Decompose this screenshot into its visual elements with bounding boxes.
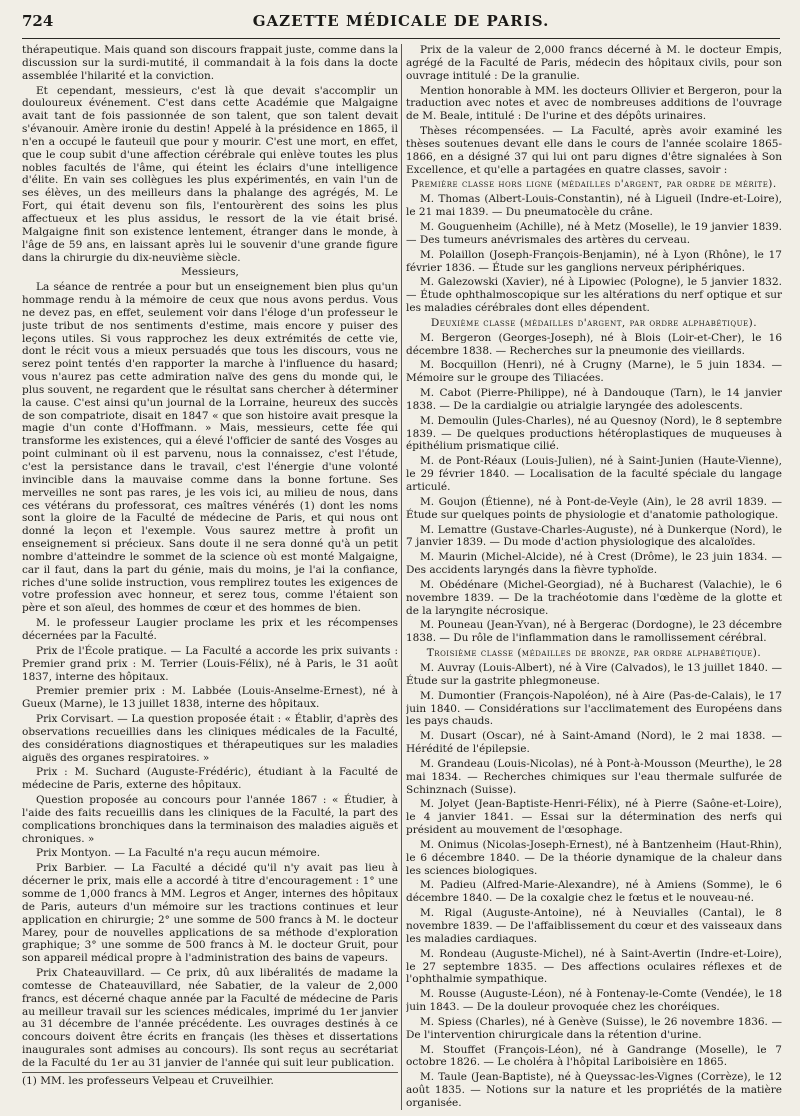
thesis-entry: M. Taule (Jean-Baptiste), né à Queyssac-les-Vignes (Corrèze), le 12 août 1835. — Notions sur la nature et les propriétés de la matière organisée. (406, 1071, 782, 1109)
thesis-entry: M. Dumontier (François-Napoléon), né à Aire (Pas-de-Calais), le 17 juin 1840. — Considérations sur l'acclimatement des Européens dans les pays chauds. (406, 689, 782, 728)
class-two-list (406, 332, 782, 645)
page-number: 724 (22, 12, 54, 30)
paragraph: M. le professeur Laugier proclame les prix et les récompenses décernées par la Faculté. (22, 617, 398, 642)
thesis-entry: M. Auvray (Louis-Albert), né à Vire (Calvados), le 13 juillet 1840. — Étude sur la gastrite phlegmoneuse. (406, 661, 782, 687)
class-heading: Deuxième classe (médailles d'argent, par ordre alphabétique). (430, 316, 758, 329)
thesis-entry: M. Rigal (Auguste-Antoine), né à Neuvialles (Cantal), le 8 novembre 1839. — De l'affaiblissement du cœur et des vaisseaux dans les maladies cardiaques. (406, 907, 782, 945)
left-column (22, 44, 398, 1110)
thesis-entry: M. Lemattre (Gustave-Charles-Auguste), né à Dunkerque (Nord), le 7 janvier 1839. — Du mode d'action physiologique des alcaloïdes. (406, 523, 782, 549)
thesis-entry: M. Padieu (Alfred-Marie-Alexandre), né à Amiens (Somme), le 6 décembre 1840. — De la coxalgie chez le fœtus et le nouveau-né. (406, 879, 782, 905)
thesis-entry: M. Maurin (Michel-Alcide), né à Crest (Drôme), le 23 juin 1834. — Des accidents laryngés dans la fièvre typhoïde. (406, 551, 782, 577)
paragraph: Thèses récompensées. — La Faculté, après avoir examiné les thèses soutenues devant elle dans le cours de l'année scolaire 1865-1866, en a désigné 37 qui lui ont paru dignes d'être signalées à Son Excellence, et qu'elle a partagées en quatre classes, savoir : (406, 125, 782, 176)
thesis-entry: M. Rondeau (Auguste-Michel), né à Saint-Avertin (Indre-et-Loire), le 27 septembre 1835. — Des affections oculaires réflexes et de l'ophthalmie sympathique. (406, 947, 782, 986)
thesis-entry: M. Thomas (Albert-Louis-Constantin), né à Ligueil (Indre-et-Loire), le 21 mai 1839. — Du pneumatocèle du crâne. (406, 193, 782, 219)
paragraph: Prix Chateauvillard. — Ce prix, dû aux libéralités de madame la comtesse de Chateauvillard, née Sabatier, de la valeur de 2,000 francs, est décerné chaque année par la Faculté de médecine de Paris au meilleur travail sur les sciences médicales, imprimé du 1er janvier au 31 décembre de l'année précédente. Les ouvrages destinés à ce concours doivent être écrits en français (les thèses et dissertations inaugurales sont admises au concours). Ils sont reçus au secrétariat de la Faculté du 1er au 31 janvier de l'année qui suit leur publication. (22, 967, 398, 1069)
columns (22, 44, 780, 1110)
right-column (406, 44, 782, 1110)
thesis-entry: M. Rousse (Auguste-Léon), né à Fontenay-le-Comte (Vendée), le 18 juin 1843. — De la douleur provoquée chez les choréiques. (406, 988, 782, 1014)
thesis-entry: M. Galezowski (Xavier), né à Lipowiec (Pologne), le 5 janvier 1832. — Étude ophthalmoscopique sur les altérations du nerf optique et sur les maladies cérébrales dont elles dépendent. (406, 276, 782, 315)
class-one-list (406, 193, 782, 315)
thesis-entry: M. Polaillon (Joseph-François-Benjamin), né à Lyon (Rhône), le 17 février 1836. — Étude sur les ganglions nerveux périphériques. (406, 248, 782, 274)
paragraph: Prix de la valeur de 2,000 francs décerné à M. le docteur Empis, agrégé de la Faculté de Paris, médecin des hôpitaux civils, pour son ouvrage intitulé : De la granulie. (406, 44, 782, 82)
address-heading: Messieurs, (181, 266, 239, 279)
thesis-entry: M. de Pont-Réaux (Louis-Julien), né à Saint-Junien (Haute-Vienne), le 29 février 1840. — Localisation de la faculté spéciale du langage articulé. (406, 455, 782, 493)
thesis-entry: M. Jolyet (Jean-Baptiste-Henri-Félix), né à Pierre (Saône-et-Loire), le 4 janvier 1841. — Essai sur la détermination des nerfs qui président au mouvement de l'œsophage. (406, 798, 782, 837)
paragraph: Prix Barbier. — La Faculté a décidé qu'il n'y avait pas lieu à décerner le prix, mais elle a accordé à titre d'encouragement : 1° une somme de 1,000 francs à MM. Legros et Anger, internes des hôpitaux de Paris, auteurs d'un mémoire sur les tractions continues et leur application en chirurgie; 2° une somme de 500 francs à M. le docteur Marey, pour de nouvelles applications de sa méthode d'exploration graphique; 3° une somme de 500 francs à M. le docteur Gruit, pour son appareil médical propre à l'administration des bains de vapeurs. (22, 862, 398, 965)
thesis-entry: M. Dusart (Oscar), né à Saint-Amand (Nord), le 2 mai 1838. — Hérédité de l'épilepsie. (406, 730, 782, 756)
page-header (22, 12, 780, 39)
thesis-entry: M. Stouffet (François-Léon), né à Gandrange (Moselle), le 7 octobre 1826. — Le choléra à l'hôpital Lariboisière en 1865. (406, 1043, 782, 1069)
thesis-entry: M. Bocquillon (Henri), né à Crugny (Marne), le 5 juin 1834. — Mémoire sur le groupe des Tiliacées. (406, 359, 782, 385)
thesis-entry: M. Bergeron (Georges-Joseph), né à Blois (Loir-et-Cher), le 16 décembre 1838. — Recherches sur la pneumonie des vieillards. (406, 331, 782, 357)
paragraph: Premier premier prix : M. Labbée (Louis-Anselme-Ernest), né à Gueux (Marne), le 13 juillet 1838, interne des hôpitaux. (22, 685, 398, 711)
thesis-entry: M. Gouguenheim (Achille), né à Metz (Moselle), le 19 janvier 1839. — Des tumeurs anévrismales des artères du cerveau. (406, 220, 782, 246)
thesis-entry: M. Obédénare (Michel-Georgiad), né à Bucharest (Valachie), le 6 novembre 1839. — De la trachéotomie dans l'œdème de la glotte et de la laryngite nécrosique. (406, 578, 782, 617)
thesis-entry: M. Onimus (Nicolas-Joseph-Ernest), né à Bantzenheim (Haut-Rhin), le 6 décembre 1840. — De la théorie dynamique de la chaleur dans les sciences biologiques. (406, 838, 782, 877)
paragraph: Prix Montyon. — La Faculté n'a reçu aucun mémoire. (36, 847, 321, 860)
paragraph: Prix de l'École pratique. — La Faculté a accorde les prix suivants : Premier grand prix : M. Terrier (Louis-Félix), né à Paris, le 31 août 1837, interne des hôpitaux. (22, 644, 398, 683)
thesis-entry: M. Goujon (Étienne), né à Pont-de-Veyle (Ain), le 28 avril 1839. — Étude sur quelques points de physiologie et d'anatomie pathologique. (406, 495, 782, 521)
paragraph: Prix Corvisart. — La question proposée était : « Établir, d'après des observations recueillies dans les cliniques médicales de la Faculté, des considérations diagnostiques et thérapeutiques sur les maladies aiguës des organes respiratoires. » (22, 713, 398, 764)
class-three-list (406, 662, 782, 1110)
paragraph: Et cependant, messieurs, c'est là que devait s'accomplir un douloureux événement. C'est dans cette Académie que Malgaigne avait tant de fois passionnée de son talent, que son talent devait s'évanouir. Amère ironie du destin! Appelé à la présidence en 1865, il n'en a occupé le fauteuil que pour y mourir. C'est une mort, en effet, que le coup subit d'une affection cérébrale qui enlève toutes les plus nobles facultés de l'âme, qui éteint les éclairs d'une intelligence d'élite. En vain ses collègues les plus expérimentés, en vain l'un de ses élèves, un des meilleurs dans la phalange des agrégés, M. Le Fort, qui était devenu son fils, l'entourèrent des soins les plus affectueux et les plus assidus, le ressort de la vie était brisé. Malgaigne finit son existence lentement, étranger dans le monde, à l'âge de 59 ans, en laissant après lui le souvenir d'une grande figure dans la chirurgie du dix-neuvième siècle. (22, 84, 398, 264)
class-heading: Première classe hors ligne (médailles d'argent, par ordre de mérite). (411, 178, 777, 191)
paragraph: thérapeutique. Mais quand son discours frappait juste, comme dans la discussion sur la surdi-mutité, il commandait à la fois dans la docte assemblée l'hilarité et la conviction. (22, 44, 398, 82)
column-divider (401, 44, 402, 1110)
thesis-entry: M. Cabot (Pierre-Philippe), né à Dandouque (Tarn), le 14 janvier 1838. — De la cardialgie ou atrialgie laryngée des adolescents. (406, 387, 782, 412)
journal-title: GAZETTE MÉDICALE DE PARIS. (252, 12, 550, 30)
thesis-entry: M. Demoulin (Jules-Charles), né au Quesnoy (Nord), le 8 septembre 1839. — De quelques productions hétéroplastiques de muqueuses à épithélium prismatique cilié. (406, 414, 782, 453)
paragraph: Mention honorable à MM. les docteurs Ollivier et Bergeron, pour la traduction avec notes et avec de nombreuses additions de l'ouvrage de M. Beale, intitulé : De l'urine et des dépôts urinaires. (406, 84, 782, 123)
paragraph: Prix : M. Suchard (Auguste-Frédéric), étudiant à la Faculté de médecine de Paris, externe des hôpitaux. (22, 766, 398, 792)
footnote: (1) MM. les professeurs Velpeau et Cruveilhier. (22, 1072, 398, 1088)
paragraph: La séance de rentrée a pour but un enseignement bien plus qu'un hommage rendu à la mémoire de ceux que nous avons perdus. Vous ne devez pas, en effet, seulement voir dans l'éloge d'un professeur le juste tribut de nos sentiments d'estime, mais encore y puiser des leçons utiles. Si vous rapprochez les deux extrémités de cette vie, dont le récit vous a mieux persuadés que tous les discours, vous ne serez point tentés d'en rapporter la marche à l'influence du hasard; vous n'aurez pas cette admiration naïve des gens du monde qui, le plus souvent, ne regardent que le résultat sans chercher à déterminer la cause. C'est ainsi qu'un journal de la Lorraine, heureux des succès de son compatriote, disait en 1847 « que son histoire avait presque la magie d'un conte d'Hoffmann. » Mais, messieurs, cette fée qui transforme les existences, qui a élevé l'officier de santé des Vosges au point culminant où il est parvenu, nous la connaissez, c'est l'étude, c'est la persistance dans le travail, c'est l'énergie d'une volonté invincible dans la mauvaise comme dans la bonne fortune. Ses merveilles ne sont pas rares, je les vois ici, au milieu de nous, dans ces vétérans du professorat, ces maîtres vénérés (1) dont les noms sont la gloire de la Faculté de médecine de Paris, et qui nous ont donné la leçon et l'exemple. Vous saurez mettre à profit un enseignement si précieux. Sans doute il ne sera donné qu'à un petit nombre d'atteindre le sommet de la science où est monté Malgaigne, car il faut, dans la part du génie, mais du moins, je l'ai la confiance, riches d'une solide instruction, vous remplirez toutes les exigences de votre profession avec honneur, et serez tous, comme l'étaient son père et son aïeul, des hommes de cœur et des hommes de bien. (22, 281, 398, 615)
thesis-entry: M. Grandeau (Louis-Nicolas), né à Pont-à-Mousson (Meurthe), le 28 mai 1834. — Recherches chimiques sur l'eau thermale sulfurée de Schinznach (Suisse). (406, 757, 782, 796)
class-heading: Troisième classe (médailles de bronze, par ordre alphabétique). (426, 647, 762, 660)
paragraph: Question proposée au concours pour l'année 1867 : « Étudier, à l'aide des faits recueillis dans les cliniques de la Faculté, la part des complications bronchiques dans la terminaison des maladies aiguës et chroniques. » (22, 794, 398, 845)
thesis-entry: M. Spiess (Charles), né à Genève (Suisse), le 26 novembre 1836. — De l'intervention chirurgicale dans la rétention d'urine. (406, 1015, 782, 1041)
thesis-entry: M. Pouneau (Jean-Yvan), né à Bergerac (Dordogne), le 23 décembre 1838. — Du rôle de l'inflammation dans le ramollissement cérébral. (406, 619, 782, 645)
